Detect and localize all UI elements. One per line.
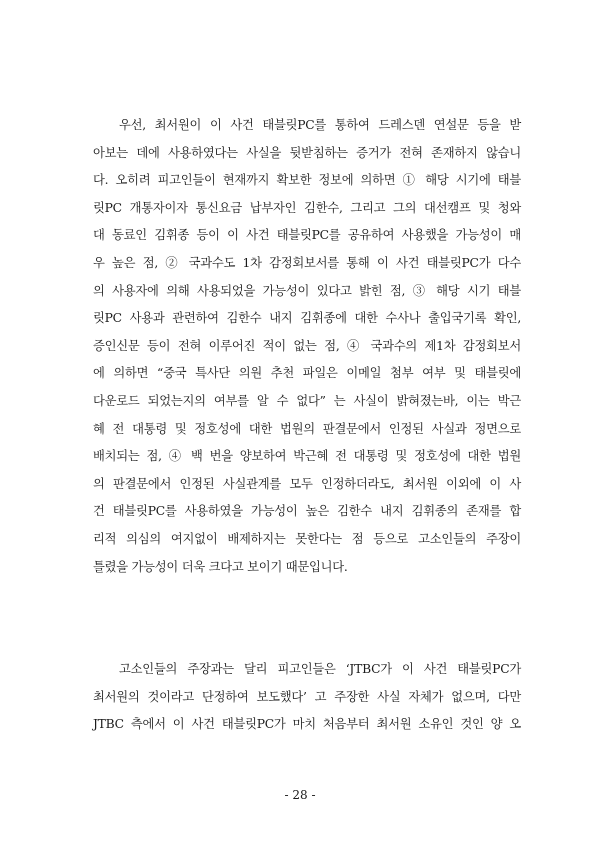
text-line: 의 사용자에 의해 사용되었을 가능성이 있다고 밝힌 점, ③ 해당 시기 태블 (93, 283, 521, 298)
text-line: 건 태블릿PC를 사용하였을 가능성이 높은 김한수 내지 김휘종의 존재를 합 (93, 504, 521, 519)
page-number: - 28 - (284, 788, 316, 802)
text-line: 다운로드 되었는지의 여부를 알 수 없다” 는 사실이 밝혀졌는바, 이는 박근 (93, 393, 521, 408)
text-line: 증인신문 등이 전혀 이루어진 적이 없는 점, ④ 국과수의 제1차 감정회보서 (93, 338, 521, 353)
text-line: 배치되는 점, ④ 백 번을 양보하여 박근혜 전 대통령 및 정호성에 대한 법원 (93, 449, 521, 464)
text-line: 혜 전 대통령 및 정호성에 대한 법원의 판결문에서 인정된 사실과 정면으로 (93, 421, 521, 436)
paragraph-1 (93, 112, 521, 581)
text-line: 우선, 최서원이 이 사건 태블릿PC를 통하여 드레스덴 연설문 등을 받 (119, 118, 521, 132)
text-line: 고소인들의 주장과는 달리 피고인들은 ‘JTBC가 이 사건 태블릿PC가 (119, 662, 521, 676)
text-line: 우 높은 점, ② 국과수도 1차 감정회보서를 통해 이 사건 태블릿PC가 다수 (93, 255, 521, 270)
text-line: 최서원의 것이라고 단정하여 보도했다’ 고 주장한 사실 자체가 없으며, 다만 (93, 689, 521, 704)
text-line: JTBC 측에서 이 사건 태블릿PC가 마치 처음부터 최서원 소유인 것인 양 오 (93, 717, 521, 732)
text-line: 의 판결문에서 인정된 사실관계를 모두 인정하더라도, 최서원 이외에 이 사 (93, 476, 521, 491)
text-line: 에 의하면 “중국 특사단 의원 추천 파일은 이메일 첨부 여부 및 태블릿에 (93, 366, 521, 381)
text-line: 릿PC 개통자이자 통신요금 납부자인 김한수, 그리고 그의 대선캠프 및 청와 (93, 200, 521, 215)
text-line: 릿PC 사용과 관련하여 김한수 내지 김휘종에 대한 수사나 출입국기록 확인, (93, 311, 521, 326)
text-line: 아보는 데에 사용하였다는 사실을 뒷받침하는 증거가 전혀 존재하지 않습니 (93, 145, 521, 160)
paragraph-2 (93, 656, 521, 739)
text-line: 대 동료인 김휘종 등이 이 사건 태블릿PC를 공유하여 사용했을 가능성이 매 (93, 228, 521, 243)
text-line: 틀렸을 가능성이 더욱 크다고 보이기 때문입니다. (93, 559, 348, 574)
text-line: 다. 오히려 피고인들이 현재까지 확보한 정보에 의하면 ① 해당 시기에 태블 (93, 173, 521, 188)
text-line: 리적 의심의 여지없이 배제하지는 못한다는 점 등으로 고소인들의 주장이 (93, 531, 521, 546)
